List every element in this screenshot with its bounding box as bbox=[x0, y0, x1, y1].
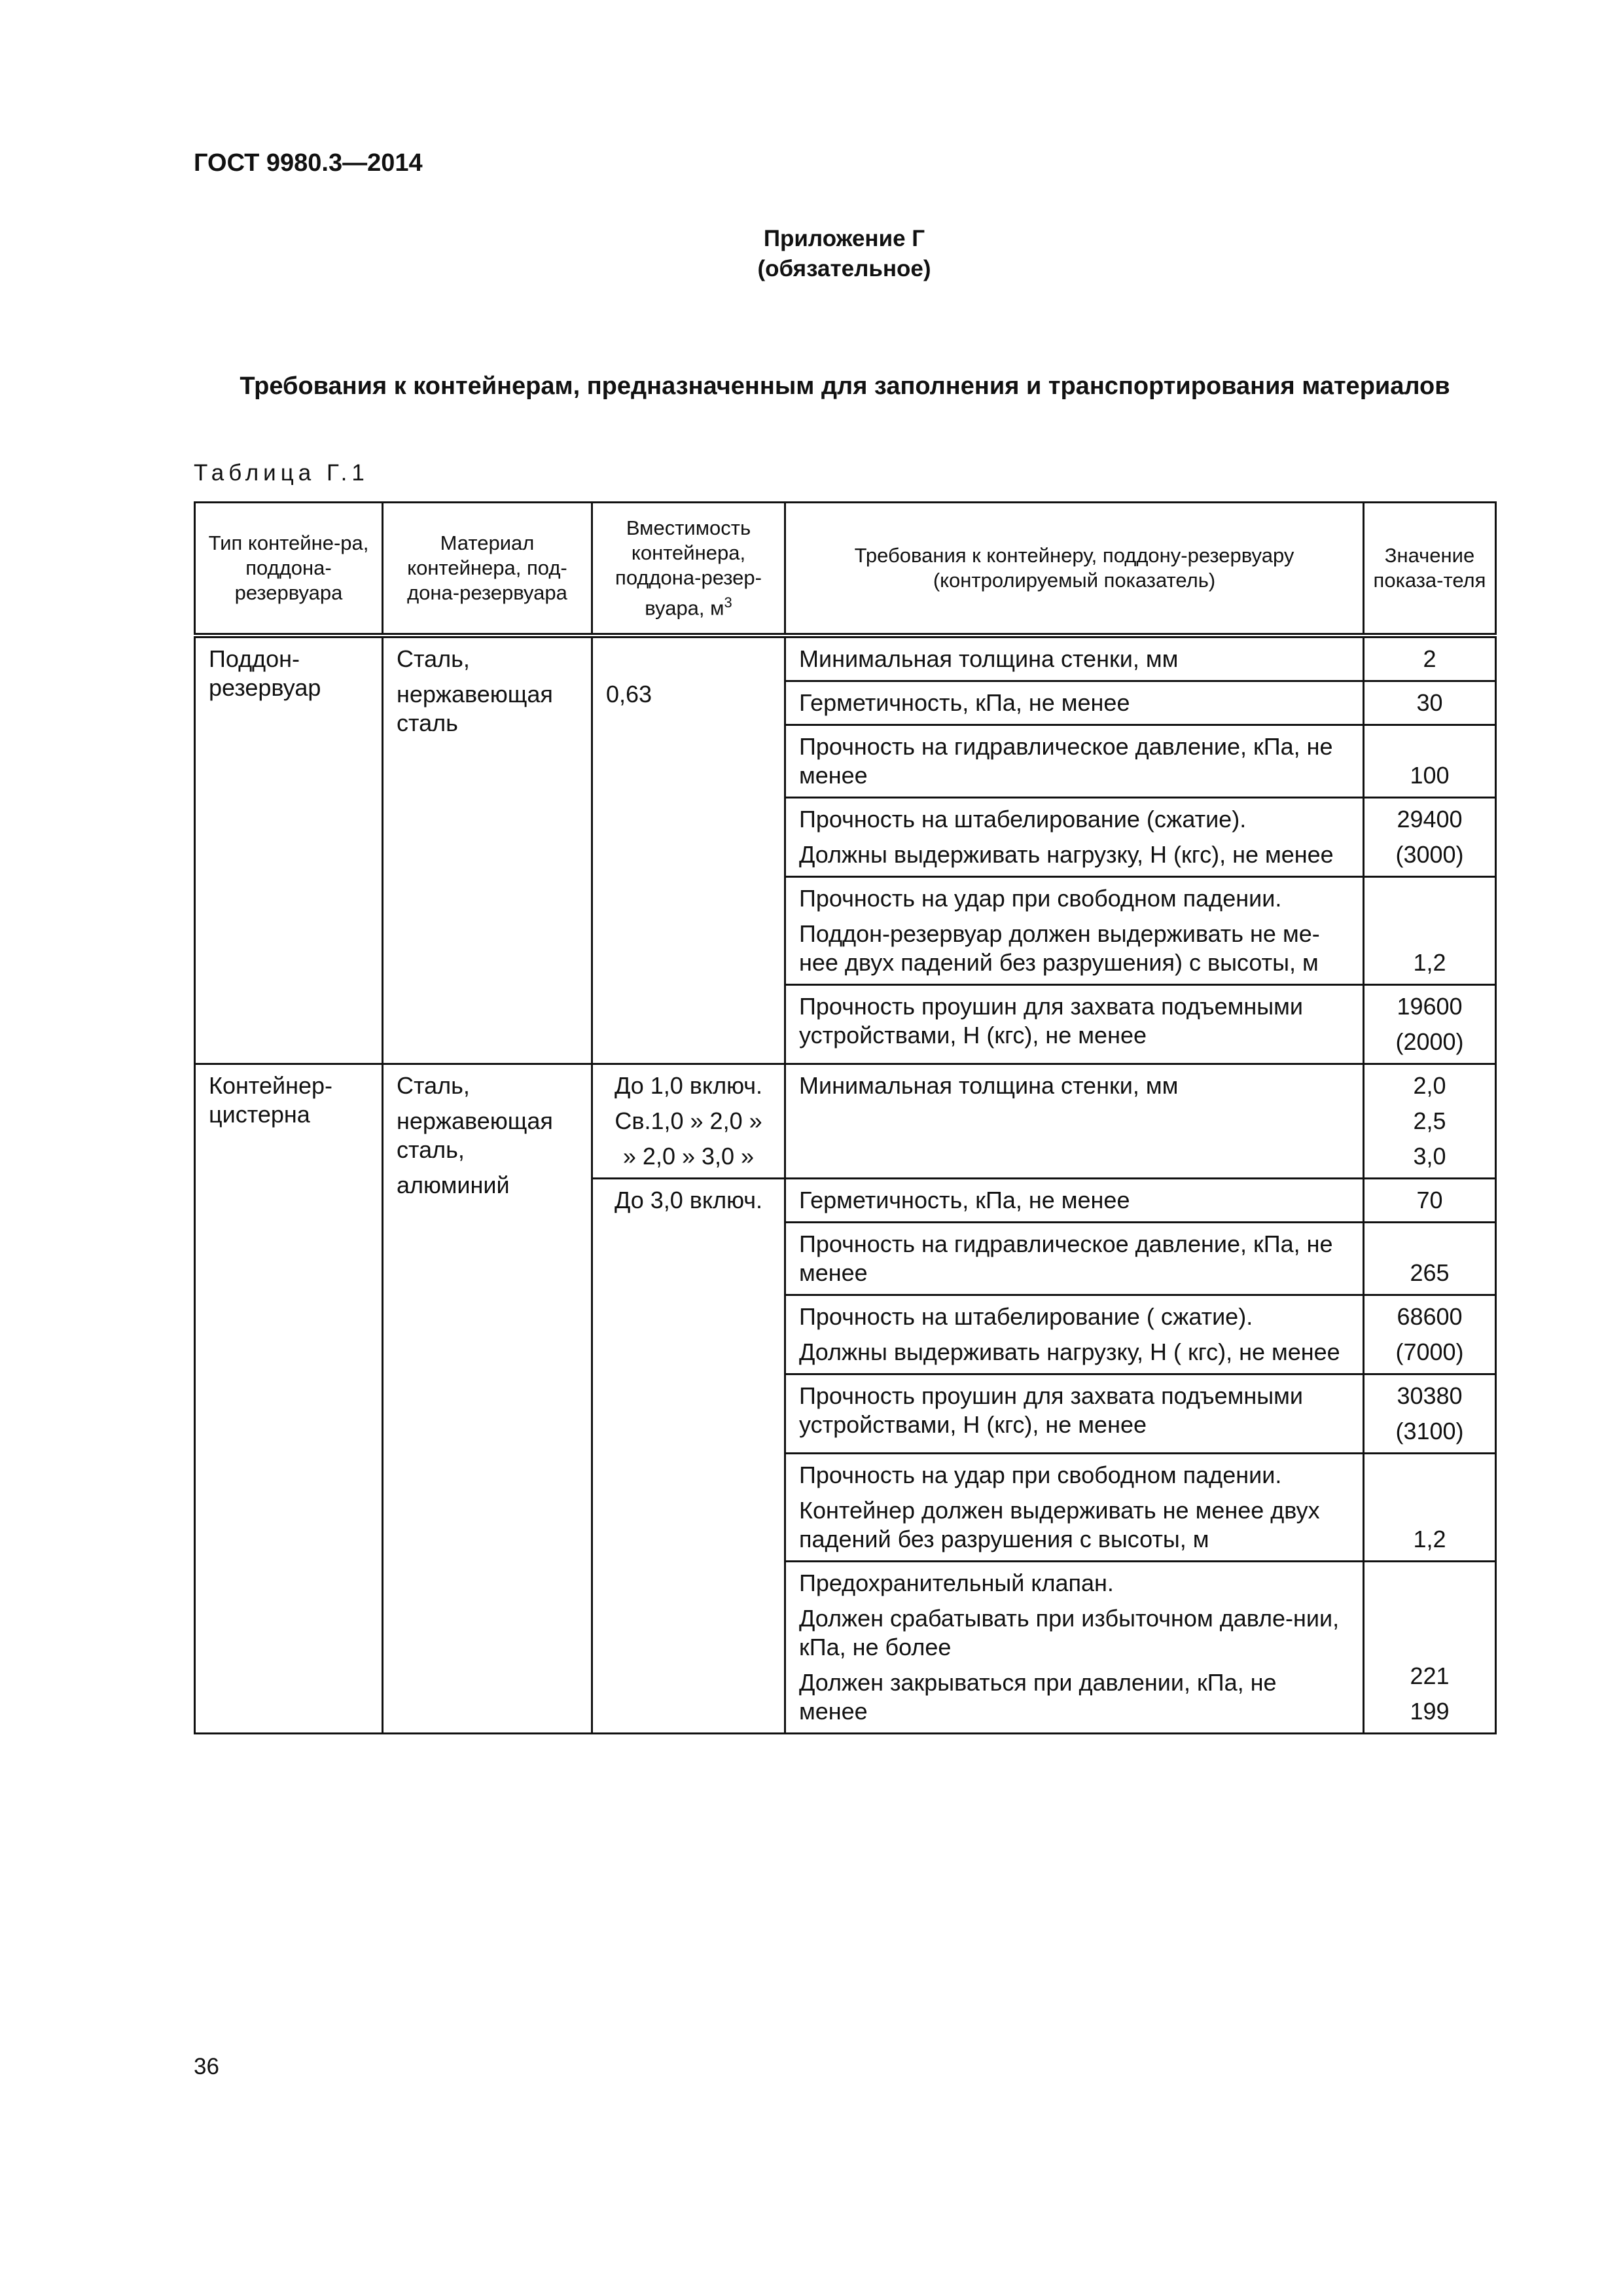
capacity-unit: м bbox=[710, 596, 724, 620]
requirement-line: Прочность на штабелирование (сжатие). bbox=[799, 806, 1247, 833]
column-header-requirement: Требования к контейнеру, поддону-резервуару (контролируемый показатель) bbox=[785, 503, 1364, 636]
cell-requirement bbox=[785, 1179, 1364, 1223]
material-line: алюминий bbox=[397, 1172, 510, 1198]
capacity-range: Св.1,0 » 2,0 » bbox=[615, 1107, 762, 1134]
capacity-value: 0,63 bbox=[606, 681, 652, 708]
value-line: 70 bbox=[1416, 1187, 1443, 1213]
cell-value bbox=[1364, 1374, 1496, 1454]
section-title: Требования к контейнерам, предназначенным для заполнения и транспортирования материалов bbox=[240, 372, 1450, 400]
cell-requirement bbox=[785, 1454, 1364, 1562]
value-line: 265 bbox=[1410, 1259, 1450, 1286]
requirement-line: Прочность на удар при свободном падении. bbox=[799, 1462, 1282, 1488]
cell-requirement bbox=[785, 1562, 1364, 1734]
table-body bbox=[195, 636, 1496, 1734]
requirement-line: Прочность на штабелирование ( сжатие). bbox=[799, 1303, 1253, 1330]
table-row bbox=[195, 636, 1496, 681]
cell-requirement bbox=[785, 985, 1364, 1064]
material-line: нержавеющая сталь bbox=[397, 681, 553, 736]
cell-value bbox=[1364, 681, 1496, 725]
value-line: (3100) bbox=[1395, 1418, 1464, 1444]
cell-value bbox=[1364, 1454, 1496, 1562]
cell-value bbox=[1364, 636, 1496, 681]
value-line: 30380 bbox=[1397, 1382, 1463, 1409]
value-line: 1,2 bbox=[1413, 1526, 1446, 1552]
value-line: 199 bbox=[1410, 1698, 1450, 1725]
table-row bbox=[195, 1064, 1496, 1179]
cell-requirement bbox=[785, 1064, 1364, 1179]
material-line: нержавеющая сталь, bbox=[397, 1107, 553, 1163]
requirement-line: Прочность проушин для захвата подъемными устройствами, Н (кгс), не менее bbox=[799, 1382, 1303, 1438]
value-line: 30 bbox=[1416, 689, 1443, 716]
requirement-line: Прочность на гидравлическое давление, кПа, не менее bbox=[799, 1230, 1333, 1286]
cell-value bbox=[1364, 985, 1496, 1064]
material-line: Сталь, bbox=[397, 645, 470, 672]
cell-requirement bbox=[785, 798, 1364, 877]
cell-container-type: Контейнер-цистерна bbox=[195, 1064, 383, 1734]
requirement-line: Должны выдерживать нагрузку, Н ( кгс), не менее bbox=[799, 1338, 1340, 1365]
cell-material bbox=[383, 636, 592, 1064]
column-header-type: Тип контейне-ра, поддона-резервуара bbox=[195, 503, 383, 636]
value-line: 68600 bbox=[1397, 1303, 1463, 1330]
value-line: 3,0 bbox=[1413, 1143, 1446, 1170]
capacity-range: До 1,0 включ. bbox=[614, 1072, 763, 1099]
cell-value bbox=[1364, 1562, 1496, 1734]
requirement-line: Контейнер должен выдерживать не менее двух падений без разрушения с высоты, м bbox=[799, 1497, 1320, 1552]
requirement-line: Минимальная толщина стенки, мм bbox=[799, 1072, 1179, 1099]
cell-value bbox=[1364, 877, 1496, 985]
column-header-value: Значение показа-теля bbox=[1364, 503, 1496, 636]
capacity-unit-exponent: 3 bbox=[724, 594, 732, 611]
cell-requirement bbox=[785, 1374, 1364, 1454]
requirement-line: Герметичность, кПа, не менее bbox=[799, 1187, 1130, 1213]
value-line: 2 bbox=[1423, 645, 1436, 672]
column-header-material: Материал контейнера, под-дона-резервуара bbox=[383, 503, 592, 636]
cell-requirement bbox=[785, 681, 1364, 725]
requirement-line: Прочность проушин для захвата подъемными устройствами, Н (кгс), не менее bbox=[799, 993, 1303, 1049]
value-line: 29400 bbox=[1397, 806, 1463, 833]
cell-value bbox=[1364, 1064, 1496, 1179]
value-line: (7000) bbox=[1395, 1338, 1464, 1365]
cell-value bbox=[1364, 1295, 1496, 1374]
table-header-row bbox=[195, 503, 1496, 636]
cell-requirement bbox=[785, 1223, 1364, 1295]
cell-requirement bbox=[785, 636, 1364, 681]
cell-value bbox=[1364, 725, 1496, 798]
cell-container-type: Поддон-резервуар bbox=[195, 636, 383, 1064]
material-line: Сталь, bbox=[397, 1072, 470, 1099]
value-line: (3000) bbox=[1395, 841, 1464, 868]
cell-material bbox=[383, 1064, 592, 1734]
cell-requirement bbox=[785, 877, 1364, 985]
requirement-line: Предохранительный клапан. bbox=[799, 1570, 1114, 1596]
table-caption: Таблица Г.1 bbox=[194, 460, 369, 486]
cell-capacity bbox=[592, 636, 785, 1064]
cell-value bbox=[1364, 1223, 1496, 1295]
value-line: 2,0 bbox=[1413, 1072, 1446, 1099]
annex-title: Приложение Г bbox=[763, 226, 925, 251]
requirement-line: Прочность на удар при свободном падении. bbox=[799, 885, 1282, 912]
value-line: 221 bbox=[1410, 1662, 1450, 1689]
requirements-table bbox=[194, 501, 1497, 1734]
annex-status: (обязательное) bbox=[757, 256, 931, 281]
cell-value bbox=[1364, 1179, 1496, 1223]
value-line: 19600 bbox=[1397, 993, 1463, 1020]
cell-capacity: До 3,0 включ. bbox=[592, 1179, 785, 1734]
annex-heading bbox=[0, 224, 1623, 284]
requirement-line: Минимальная толщина стенки, мм bbox=[799, 645, 1179, 672]
capacity-header-text: Вместимость контейнера, поддона-резер-вуара, bbox=[615, 516, 762, 620]
value-line: (2000) bbox=[1395, 1028, 1464, 1055]
cell-requirement bbox=[785, 725, 1364, 798]
value-line: 100 bbox=[1410, 762, 1450, 789]
requirement-line: Поддон-резервуар должен выдерживать не ме-нее двух падений без разрушения) с высоты, м bbox=[799, 920, 1320, 976]
document-header: ГОСТ 9980.3—2014 bbox=[194, 149, 423, 177]
value-line: 2,5 bbox=[1413, 1107, 1446, 1134]
requirement-line: Должны выдерживать нагрузку, Н (кгс), не менее bbox=[799, 841, 1334, 868]
requirement-line: Должен срабатывать при избыточном давле-нии, кПа, не более bbox=[799, 1605, 1340, 1660]
requirement-line: Герметичность, кПа, не менее bbox=[799, 689, 1130, 716]
column-header-capacity bbox=[592, 503, 785, 636]
cell-capacity bbox=[592, 1064, 785, 1179]
cell-requirement bbox=[785, 1295, 1364, 1374]
page-number: 36 bbox=[194, 2054, 219, 2079]
value-line: 1,2 bbox=[1413, 949, 1446, 976]
requirement-line: Должен закрываться при давлении, кПа, не менее bbox=[799, 1669, 1277, 1725]
cell-value bbox=[1364, 798, 1496, 877]
requirement-line: Прочность на гидравлическое давление, кПа, не менее bbox=[799, 733, 1333, 789]
capacity-range: » 2,0 » 3,0 » bbox=[622, 1143, 755, 1170]
